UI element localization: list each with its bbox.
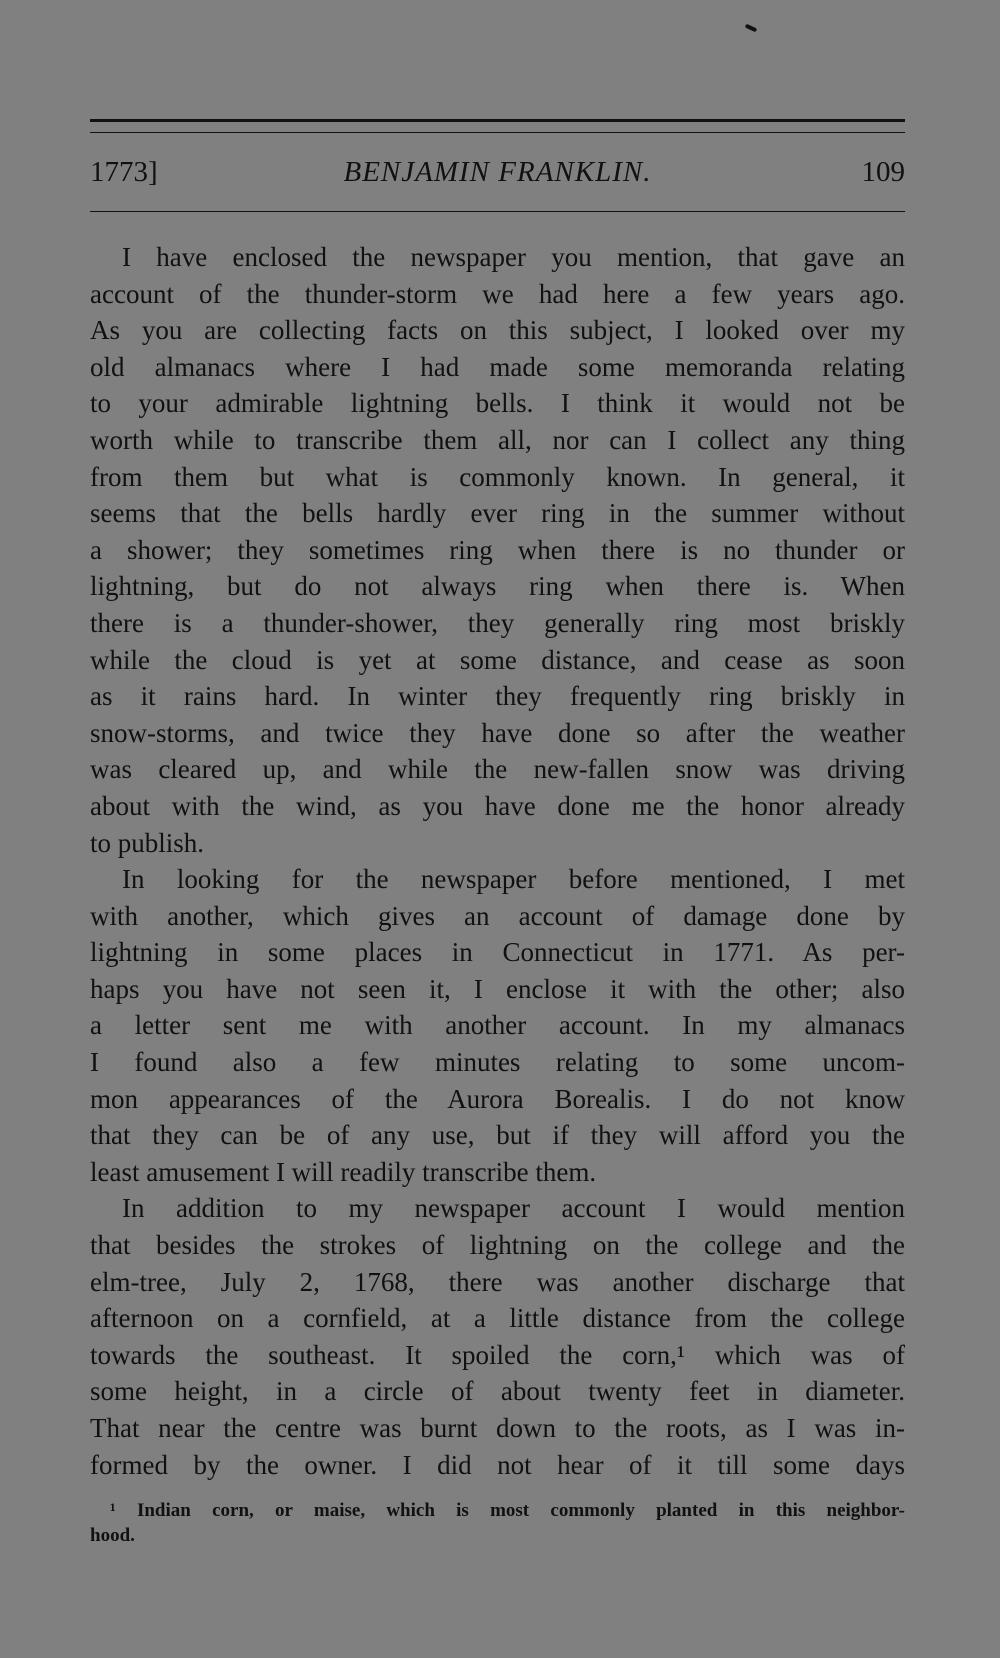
top-rule-thin bbox=[90, 132, 905, 133]
header-rule bbox=[90, 211, 905, 212]
text-line: elm-tree, July 2, 1768, there was another discharge that bbox=[90, 1266, 905, 1297]
text-line: least amusement I will readily transcribe them. bbox=[90, 1156, 597, 1187]
text-line: from them but what is commonly known. In general, it bbox=[90, 461, 905, 492]
text-line: mon appearances of the Aurora Borealis. I do not know bbox=[90, 1083, 905, 1114]
text-line: a letter sent me with another account. In my almanacs bbox=[90, 1010, 905, 1041]
text-line: lightning, but do not always ring when there is. When bbox=[90, 571, 905, 602]
text-line: to your admirable lightning bells. I think it would not be bbox=[90, 388, 905, 419]
top-rule-thick bbox=[90, 119, 905, 122]
text-line: some height, in a circle of about twenty feet in diameter. bbox=[90, 1376, 905, 1407]
text-line: to publish. bbox=[90, 827, 205, 858]
text-line: account of the thunder-storm we had here a few years ago. bbox=[90, 278, 905, 309]
footnote bbox=[90, 1498, 905, 1548]
text-line: In looking for the newspaper before mentioned, I met bbox=[122, 864, 905, 895]
text-line: a shower; they sometimes ring when there is no thunder or bbox=[90, 534, 905, 565]
text-line: there is a thunder-shower, they generally ring most briskly bbox=[90, 607, 905, 638]
footnote-line: ¹ Indian corn, or maise, which is most commonly planted in this neighbor- bbox=[110, 1500, 905, 1521]
text-line: about with the wind, as you have done me the honor already bbox=[90, 790, 905, 821]
text-line: haps you have not seen it, I enclose it with the other; also bbox=[90, 973, 905, 1004]
text-line: I found also a few minutes relating to some uncom- bbox=[90, 1047, 905, 1078]
text-line: In addition to my newspaper account I would mention bbox=[122, 1193, 905, 1224]
text-line: that they can be of any use, but if they will afford you the bbox=[90, 1120, 905, 1151]
text-line: formed by the owner. I did not hear of it till some days bbox=[90, 1449, 905, 1480]
running-head-title: BENJAMIN FRANKLIN. bbox=[343, 156, 652, 188]
book-page bbox=[90, 0, 905, 1658]
text-line: worth while to transcribe them all, nor can I collect any thing bbox=[90, 424, 905, 455]
running-head-year: 1773] bbox=[90, 156, 158, 188]
text-line: that besides the strokes of lightning on the college and the bbox=[90, 1230, 905, 1261]
text-line: I have enclosed the newspaper you mention, that gave an bbox=[122, 242, 905, 272]
page-number: 109 bbox=[861, 156, 905, 188]
footnote-line: hood. bbox=[90, 1525, 135, 1546]
text-line: while the cloud is yet at some distance, and cease as soon bbox=[90, 644, 905, 675]
text-line: towards the southeast. It spoiled the corn,¹ which was of bbox=[90, 1339, 905, 1370]
text-line: with another, which gives an account of damage done by bbox=[90, 900, 905, 931]
text-line: as it rains hard. In winter they frequently ring briskly in bbox=[90, 681, 905, 712]
ink-speck bbox=[745, 24, 758, 33]
text-line: seems that the bells hardly ever ring in the summer without bbox=[90, 498, 905, 529]
text-line: old almanacs where I had made some memoranda relating bbox=[90, 351, 905, 382]
text-line: was cleared up, and while the new-fallen snow was driving bbox=[90, 754, 905, 785]
text-line: lightning in some places in Connecticut in 1771. As per- bbox=[90, 937, 905, 968]
body-text bbox=[90, 239, 905, 1483]
text-line: snow-storms, and twice they have done so after the weather bbox=[90, 717, 905, 748]
running-head bbox=[90, 156, 905, 196]
text-line: afternoon on a cornfield, at a little distance from the college bbox=[90, 1303, 905, 1334]
text-line: As you are collecting facts on this subject, I looked over my bbox=[90, 315, 905, 346]
text-line: That near the centre was burnt down to the roots, as I was in- bbox=[90, 1413, 905, 1443]
